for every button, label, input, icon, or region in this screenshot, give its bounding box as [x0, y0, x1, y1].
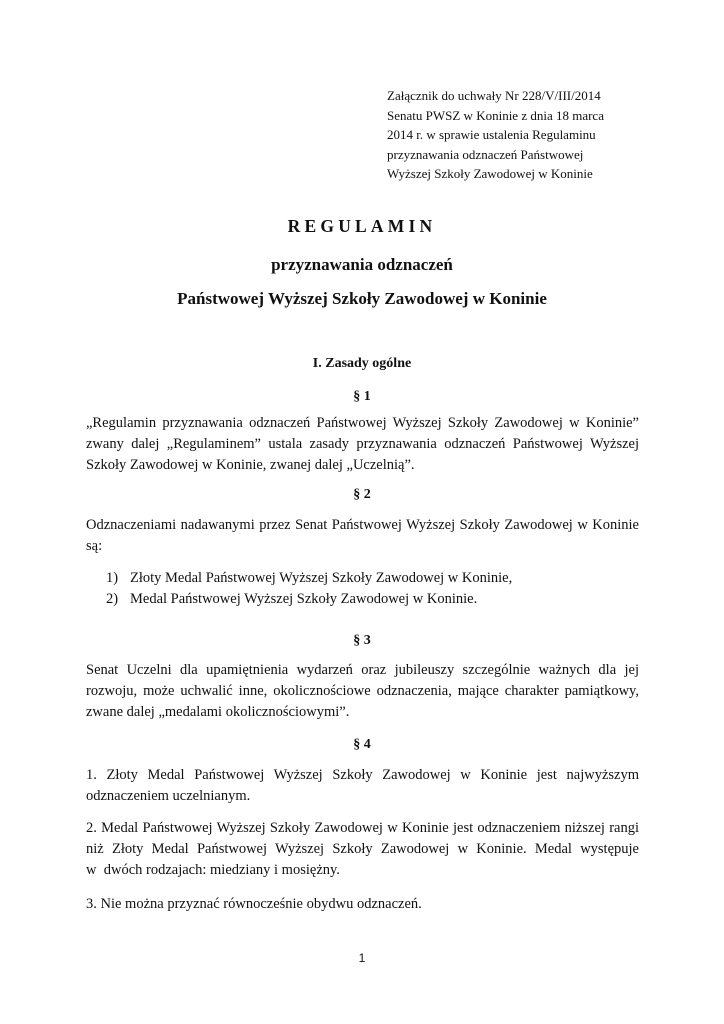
text-line: „Regulamin przyznawania odznaczeń Państwowej Wyższej Szkoły Zawodowej w Koninie”: [86, 415, 639, 431]
text-line: zwany dalej „Regulaminem” ustala zasady przyznawania odznaczeń Państwowej Wyższej: [86, 436, 639, 452]
medal-list: [106, 568, 512, 610]
text-line: odznaczeniem uczelnianym.: [86, 788, 251, 804]
paragraph-mark-3: § 3: [353, 633, 371, 648]
annex-line: 2014 r. w sprawie ustalenia Regulaminu: [387, 127, 596, 142]
annex-note: [387, 86, 647, 184]
document-subtitle-institution: Państwowej Wyższej Szkoły Zawodowej w Koninie: [177, 289, 547, 308]
list-item-number: 1): [106, 570, 119, 586]
paragraph-1-text: [86, 413, 639, 476]
list-item-text: Złoty Medal Państwowej Wyższej Szkoły Zawodowej w Koninie,: [130, 570, 513, 586]
text-line: Senat Uczelni dla upamiętnienia wydarzeń oraz jubileuszy szczególnie ważnych dla jej: [86, 662, 639, 678]
text-line: w dwóch rodzajach: miedziany i mosiężny.: [86, 862, 340, 878]
text-line: są:: [86, 538, 103, 554]
annex-line: Załącznik do uchwały Nr 228/V/III/2014: [387, 88, 601, 103]
text-line: Szkoły Zawodowej w Koninie, zwanej dalej „Uczelnią”.: [86, 457, 415, 473]
text-line: niż Złoty Medal Państwowej Wyższej Szkoły Zawodowej w Koninie. Medal występuje: [86, 841, 639, 857]
annex-line: przyznawania odznaczeń Państwowej: [387, 146, 584, 162]
paragraph-mark-4: § 4: [353, 737, 371, 752]
list-item-number: 2): [106, 591, 119, 607]
list-item-text: Medal Państwowej Wyższej Szkoły Zawodowej w Koninie.: [130, 591, 478, 607]
text-line: 1. Złoty Medal Państwowej Wyższej Szkoły Zawodowej w Koninie jest najwyższym: [86, 767, 639, 783]
paragraph-2-text: [86, 515, 639, 557]
annex-line: Wyższej Szkoły Zawodowej w Koninie: [387, 166, 593, 181]
document-subtitle: przyznawania odznaczeń: [271, 255, 453, 274]
text-line: 2. Medal Państwowej Wyższej Szkoły Zawodowej w Koninie jest odznaczeniem niższej rangi: [86, 820, 639, 836]
paragraph-mark-1: § 1: [353, 389, 371, 404]
text-line: 3. Nie można przyznać równocześnie obydwu odznaczeń.: [86, 896, 422, 912]
text-line: rozwoju, może uchwalić inne, okolicznościowe odznaczenia, mające charakter pamiątkowy,: [86, 683, 639, 699]
paragraph-4-point-2: [86, 818, 639, 881]
paragraph-4-point-3: [86, 894, 639, 915]
list-item: [106, 568, 512, 589]
text-line: Odznaczeniami nadawanymi przez Senat Państwowej Wyższej Szkoły Zawodowej w Koninie: [86, 517, 639, 533]
list-item: [106, 589, 512, 610]
page-number: 1: [358, 951, 366, 965]
paragraph-3-text: [86, 660, 639, 723]
section-heading: I. Zasady ogólne: [312, 356, 412, 371]
text-line: zwane dalej „medalami okolicznościowymi”.: [86, 704, 350, 720]
paragraph-mark-2: § 2: [353, 487, 371, 502]
document-title: REGULAMIN: [287, 216, 437, 236]
paragraph-4-point-1: [86, 765, 639, 807]
annex-line: Senatu PWSZ w Koninie z dnia 18 marca: [387, 107, 604, 123]
